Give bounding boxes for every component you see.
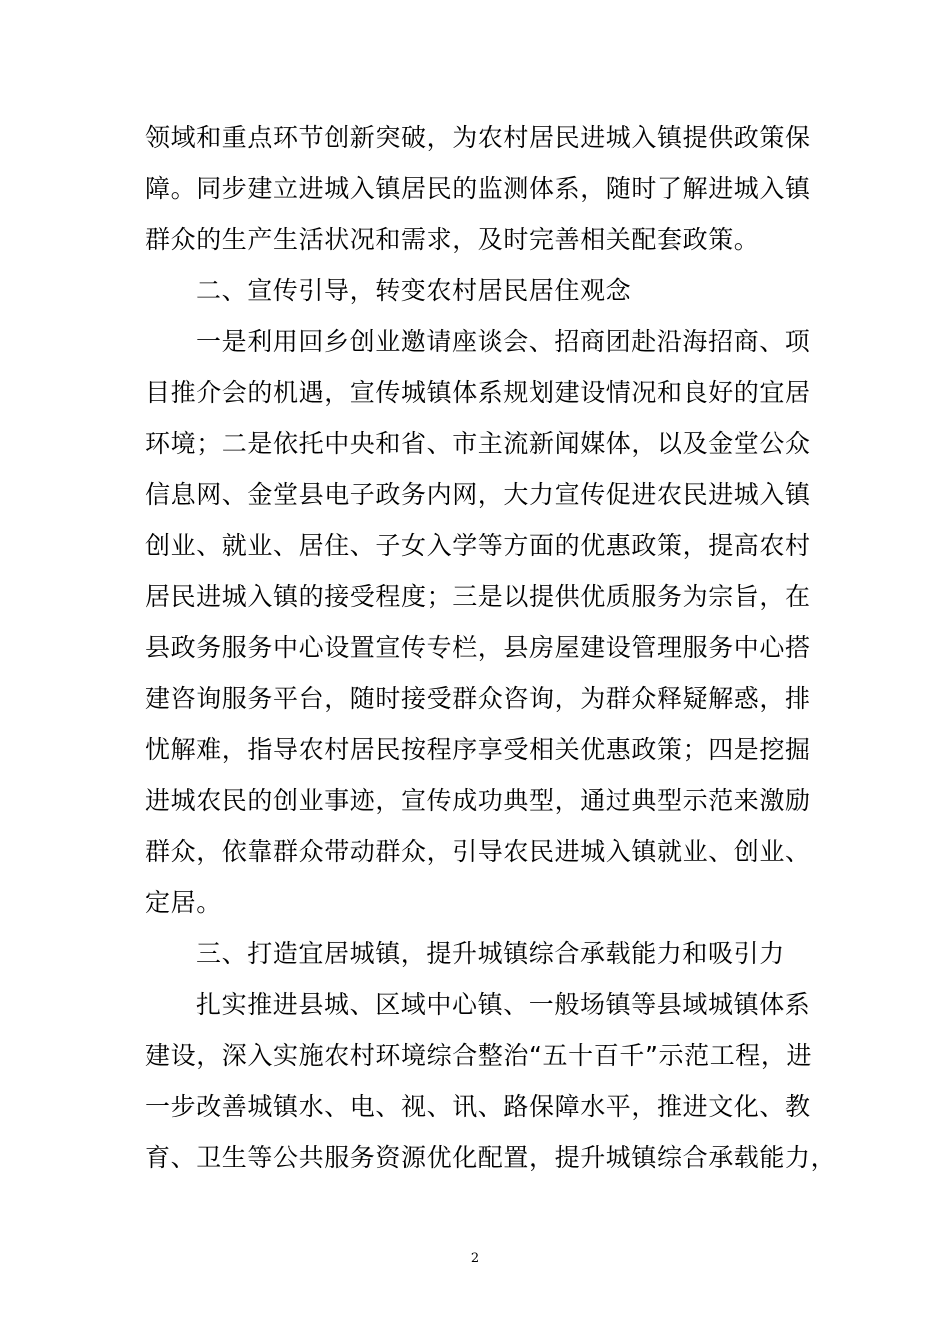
text-line: 障。同步建立进城入镇居民的监测体系，随时了解进城入镇	[145, 174, 811, 203]
text-line: 群众，依靠群众带动群众，引导农民进城入镇就业、创业、	[145, 837, 811, 866]
text-line: 目推介会的机遇，宣传城镇体系规划建设情况和良好的宜居	[145, 378, 811, 407]
text-line: 一步改善城镇水、电、视、讯、路保障水平，推进文化、教	[145, 1092, 811, 1121]
text-line: 一是利用回乡创业邀请座谈会、招商团赴沿海招商、项	[196, 327, 811, 356]
text-line: 扎实推进县城、区域中心镇、一般场镇等县域城镇体系	[196, 990, 811, 1019]
text-line: 定居。	[145, 888, 222, 917]
section-heading: 三、打造宜居城镇，提升城镇综合承载能力和吸引力	[196, 939, 785, 968]
text-line: 进城农民的创业事迹，宣传成功典型，通过典型示范来激励	[145, 786, 811, 815]
text-line: 领域和重点环节创新突破，为农村居民进城入镇提供政策保	[145, 123, 811, 152]
text-line: 忧解难，指导农村居民按程序享受相关优惠政策；四是挖掘	[145, 735, 811, 764]
section-heading: 二、宣传引导，转变农村居民居住观念	[196, 276, 632, 305]
text-line: 建咨询服务平台，随时接受群众咨询，为群众释疑解惑，排	[145, 684, 811, 713]
text-line: 群众的生产生活状况和需求，及时完善相关配套政策。	[145, 225, 760, 254]
text-line: 环境；二是依托中央和省、市主流新闻媒体，以及金堂公众	[145, 429, 811, 458]
text-line: 育、卫生等公共服务资源优化配置，提升城镇综合承载能力，	[145, 1143, 837, 1172]
text-line: 建设，深入实施农村环境综合整治“五十百千”示范工程，进	[145, 1041, 813, 1070]
text-line: 信息网、金堂县电子政务内网，大力宣传促进农民进城入镇	[145, 480, 811, 509]
text-line: 创业、就业、居住、子女入学等方面的优惠政策，提高农村	[145, 531, 811, 560]
text-line: 县政务服务中心设置宣传专栏，县房屋建设管理服务中心搭	[145, 633, 811, 662]
text-line: 居民进城入镇的接受程度；三是以提供优质服务为宗旨，在	[145, 582, 811, 611]
page-number: 2	[470, 1251, 480, 1266]
